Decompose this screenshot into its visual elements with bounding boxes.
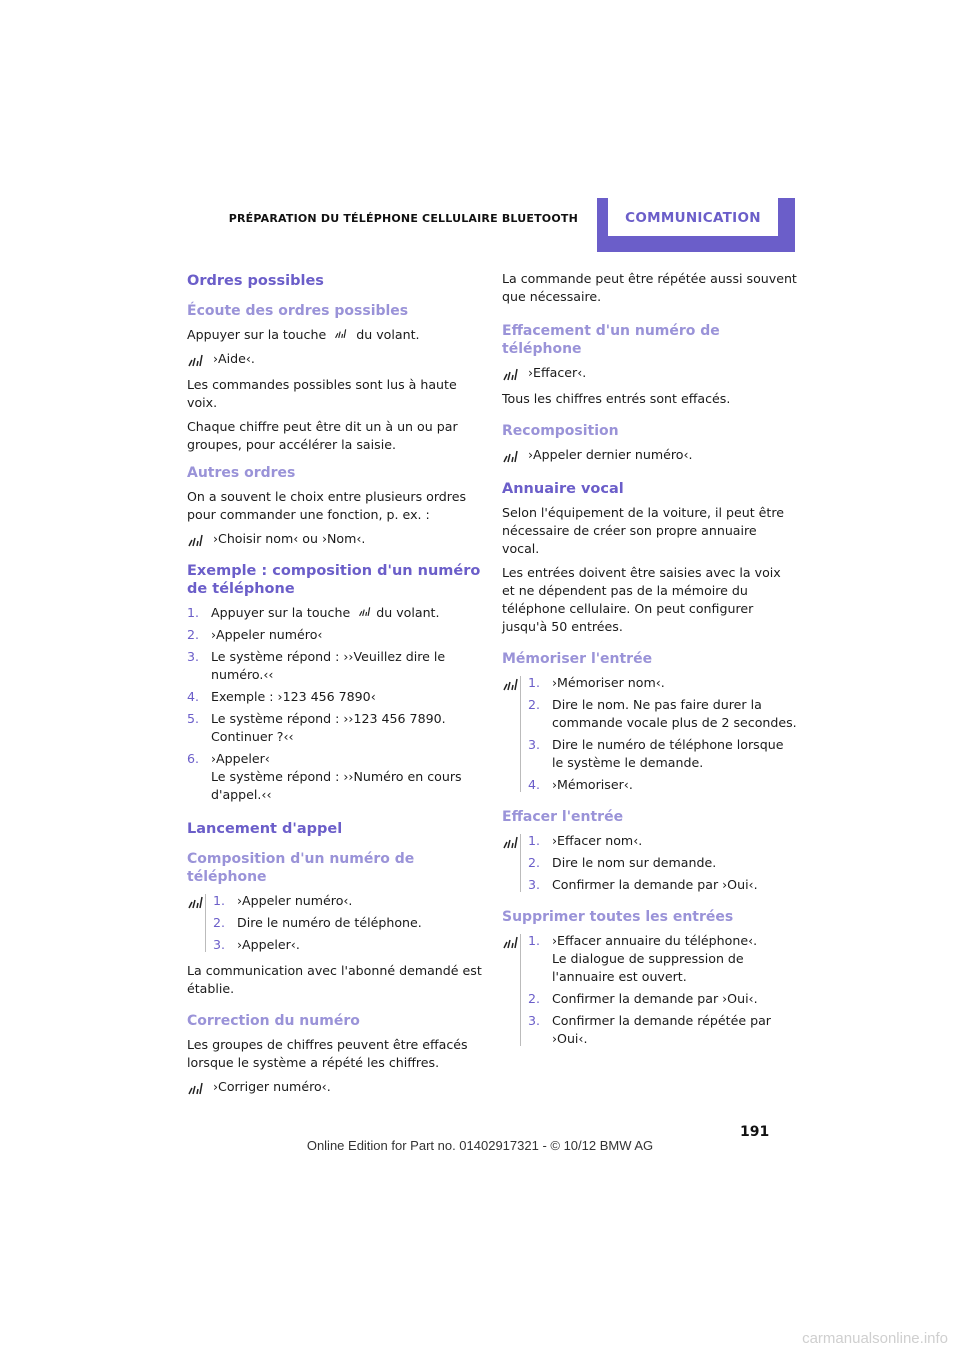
list-item [187,648,482,684]
section-title: PRÉPARATION DU TÉLÉPHONE CELLULAIRE BLUETOOTH [228,212,578,225]
list-item [528,736,797,772]
command-text: ›Aide‹. [213,351,255,366]
step-number: 1. [528,833,541,848]
command-text: ›Corriger numéro‹. [213,1079,331,1094]
list-item [213,914,482,932]
step-text: Le système répond : ››Veuillez dire le numéro.‹‹ [211,649,446,682]
paragraph-chaque: Chaque chiffre peut être dit un à un ou par groupes, pour accélérer la saisie. [187,419,458,452]
voice-command-icon [502,448,520,466]
step-text: Appuyer sur la touche [211,605,351,620]
example-steps [187,604,482,804]
step-text: ›Mémoriser‹. [552,777,633,792]
step-text-2: du volant. [376,605,440,620]
step-number: 2. [528,991,541,1006]
list-item [528,990,797,1008]
divider [520,834,521,892]
command-text: ›Appeler dernier numéro‹. [528,447,693,462]
step-number: 5. [187,711,200,726]
step-text: Dire le numéro de téléphone. [237,915,422,930]
list-item [213,892,482,910]
heading-recomposition: Recomposition [502,423,619,439]
list-item [213,936,482,954]
list-item [187,604,482,622]
step-text: Dire le nom sur demande. [552,855,717,870]
edition-footer: Online Edition for Part no. 01402917321 - © 10/12 BMW AG [306,1138,654,1153]
voice-command-choisir [187,530,482,548]
step-number: 3. [187,649,200,664]
chapter-tab-label: COMMUNICATION [608,198,778,236]
composition-steps [213,892,482,954]
step-text-2: Le dialogue de suppression de l'annuaire est ouvert. [552,951,744,984]
list-item [528,696,797,732]
list-item [528,832,797,850]
divider [520,934,521,1046]
heading-supprimer: Supprimer toutes les entrées [502,909,734,925]
list-item [528,932,797,986]
paragraph-souvent: On a souvent le choix entre plusieurs ordres pour commander une fonction, p. ex. : [187,489,466,522]
step-number: 1. [187,605,200,620]
divider [205,894,206,952]
step-text: Dire le nom. Ne pas faire durer la commande vocale plus de 2 secondes. [552,697,797,730]
voice-command-dernier [502,446,797,464]
step-number: 2. [528,697,541,712]
heading-ecoute: Écoute des ordres possibles [187,303,409,319]
step-number: 1. [213,893,226,908]
step-number: 6. [187,751,200,766]
paragraph-communication: La communication avec l'abonné demandé est établie. [187,963,482,996]
heading-effacer-entree: Effacer l'entrée [502,809,624,825]
left-column [187,270,482,1104]
voice-command-composition [187,892,482,954]
step-number: 2. [213,915,226,930]
step-number: 3. [528,1013,541,1028]
command-text: ›Effacer‹. [528,365,587,380]
step-number: 3. [528,737,541,752]
step-text: Le système répond : ››123 456 7890. Continuer ?‹‹ [211,711,446,744]
paragraph-entrees: Les entrées doivent être saisies avec la voix et ne dépendent pas de la mémoire du téléphone cellulaire. On peut configurer jusqu'à 50 entrées. [502,565,781,634]
heading-annuaire: Annuaire vocal [502,481,624,497]
step-text-2: Le système répond : ››Numéro en cours d'appel.‹‹ [211,769,462,802]
memoriser-steps [528,674,797,794]
heading-memoriser: Mémoriser l'entrée [502,651,653,667]
step-text: ›Effacer nom‹. [552,833,643,848]
paragraph-selon: Selon l'équipement de la voiture, il peut être nécessaire de créer son propre annuaire vocal. [502,505,784,556]
voice-command-icon [334,327,348,341]
step-number: 2. [187,627,200,642]
voice-command-supprimer [502,932,797,1048]
step-text: Confirmer la demande par ›Oui‹. [552,877,758,892]
step-text: Dire le numéro de téléphone lorsque le système le demande. [552,737,784,770]
paragraph-groupes: Les groupes de chiffres peuvent être effacés lorsque le système a répété les chiffres. [187,1037,468,1070]
step-number: 3. [528,877,541,892]
heading-correction: Correction du numéro [187,1013,360,1029]
step-text: ›Appeler‹. [237,937,300,952]
step-number: 1. [528,933,541,948]
voice-command-icon [187,352,205,370]
appuyer-text-1: Appuyer sur la touche [187,327,327,342]
voice-command-icon [187,532,205,550]
heading-autres-ordres: Autres ordres [187,465,296,481]
voice-command-icon [502,366,520,384]
voice-command-effacer-entree [502,832,797,894]
list-item [528,854,797,872]
step-text: Exemple : ›123 456 7890‹ [211,689,376,704]
supprimer-steps [528,932,797,1048]
right-column [502,270,797,1056]
paragraph-repetee: La commande peut être répétée aussi souvent que nécessaire. [502,271,797,304]
list-item [528,674,797,692]
voice-command-icon [502,676,520,694]
voice-command-icon [502,834,520,852]
list-item [187,626,482,644]
heading-composition: Composition d'un numéro de téléphone [187,851,415,885]
step-text: ›Appeler‹ [211,751,270,766]
appuyer-text-2: du volant. [356,327,420,342]
voice-command-effacer [502,364,797,382]
list-item [528,876,797,894]
list-item [528,776,797,794]
heading-exemple: Exemple : composition d'un numéro de téléphone [187,563,481,597]
step-number: 4. [187,689,200,704]
step-number: 4. [528,777,541,792]
paragraph-tous: Tous les chiffres entrés sont effacés. [502,391,731,406]
voice-command-icon [187,894,205,912]
watermark: carmanualsonline.info [802,1330,948,1347]
heading-ordres-possibles: Ordres possibles [187,273,324,289]
voice-command-corriger [187,1078,482,1096]
page-number: 191 [740,1124,770,1140]
voice-command-icon [358,605,372,619]
step-text: ›Appeler numéro‹ [211,627,323,642]
step-text: ›Effacer annuaire du téléphone‹. [552,933,758,948]
voice-command-aide [187,350,482,368]
command-text: ›Choisir nom‹ ou ›Nom‹. [213,531,366,546]
list-item [187,750,482,804]
divider [520,676,521,792]
list-item [187,710,482,746]
paragraph-commandes: Les commandes possibles sont lus à haute voix. [187,377,457,410]
effacer-steps [528,832,797,894]
paragraph-appuyer [187,326,482,344]
step-text: ›Mémoriser nom‹. [552,675,665,690]
heading-effacement: Effacement d'un numéro de téléphone [502,323,720,357]
step-text: ›Appeler numéro‹. [237,893,353,908]
step-number: 1. [528,675,541,690]
list-item [528,1012,797,1048]
heading-lancement: Lancement d'appel [187,821,343,837]
voice-command-icon [502,934,520,952]
step-number: 2. [528,855,541,870]
step-number: 3. [213,937,226,952]
step-text: Confirmer la demande par ›Oui‹. [552,991,758,1006]
chapter-tab [597,198,795,252]
voice-command-memoriser [502,674,797,794]
voice-command-icon [187,1080,205,1098]
step-text: Confirmer la demande répétée par ›Oui‹. [552,1013,771,1046]
list-item [187,688,482,706]
